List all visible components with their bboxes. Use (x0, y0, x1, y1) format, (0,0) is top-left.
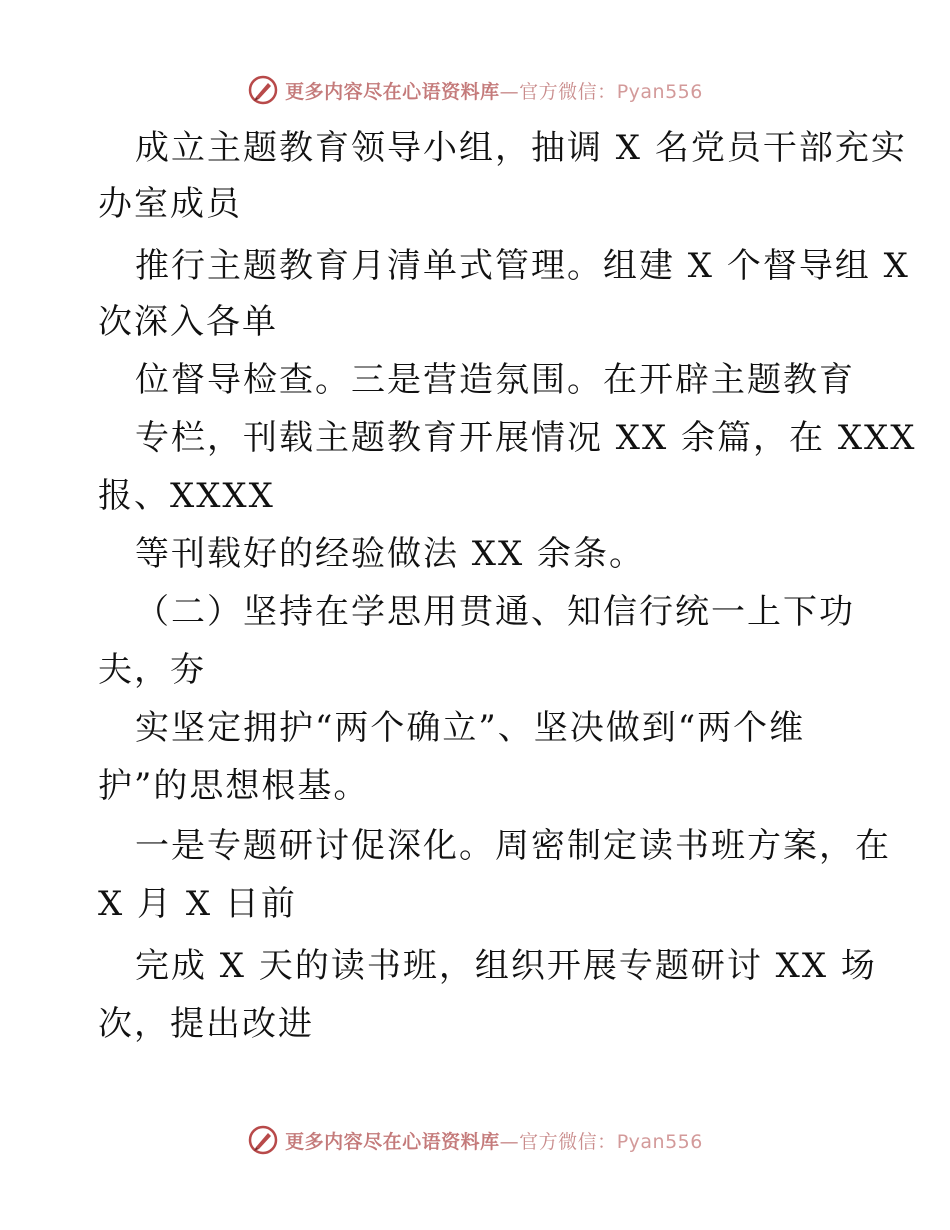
pen-logo-icon (247, 74, 279, 106)
footer-banner-text (285, 1127, 703, 1154)
footer-banner (0, 1120, 950, 1160)
body-line: 实坚定拥护“两个确立”、坚决做到“两个维 (135, 708, 806, 748)
body-line: 推行主题教育月清单式管理。组建 X 个督导组 X (135, 246, 910, 286)
header-banner-main: 更多内容尽在心语资料库 (285, 80, 500, 103)
header-banner-dash: — (499, 80, 520, 103)
body-line: 等刊载好的经验做法 XX 余条。 (135, 534, 646, 574)
header-banner-account: Pyan556 (616, 80, 703, 103)
body-line: 专栏，刊载主题教育开展情况 XX 余篇，在 XXX (135, 418, 917, 458)
body-line: 次深入各单 (98, 302, 278, 342)
header-banner-text (285, 77, 703, 104)
footer-banner-account: Pyan556 (616, 1130, 703, 1153)
body-line: 报、XXXX (98, 476, 275, 516)
body-line: （二）坚持在学思用贯通、知信行统一上下功 (135, 592, 855, 632)
footer-banner-dash: — (499, 1130, 520, 1153)
body-line: 护”的思想根基。 (98, 766, 370, 806)
footer-banner-inner (247, 1124, 703, 1156)
header-banner (0, 70, 950, 110)
body-line: 一是专题研讨促深化。周密制定读书班方案，在 (135, 826, 891, 866)
pen-logo-icon (247, 1124, 279, 1156)
body-line: 办室成员 (98, 184, 242, 224)
body-line: 夫，夯 (98, 650, 206, 690)
body-line: 位督导检查。三是营造氛围。在开辟主题教育 (135, 360, 855, 400)
body-line: 成立主题教育领导小组，抽调 X 名党员干部充实 (135, 128, 907, 168)
body-line: 完成 X 天的读书班，组织开展专题研讨 XX 场 (135, 946, 877, 986)
footer-banner-main: 更多内容尽在心语资料库 (285, 1130, 500, 1153)
body-line: X 月 X 日前 (98, 884, 297, 924)
body-line: 次，提出改进 (98, 1004, 314, 1044)
header-banner-suffix: 官方微信： (519, 80, 617, 103)
footer-banner-suffix: 官方微信： (519, 1130, 617, 1153)
header-banner-inner (247, 74, 703, 106)
